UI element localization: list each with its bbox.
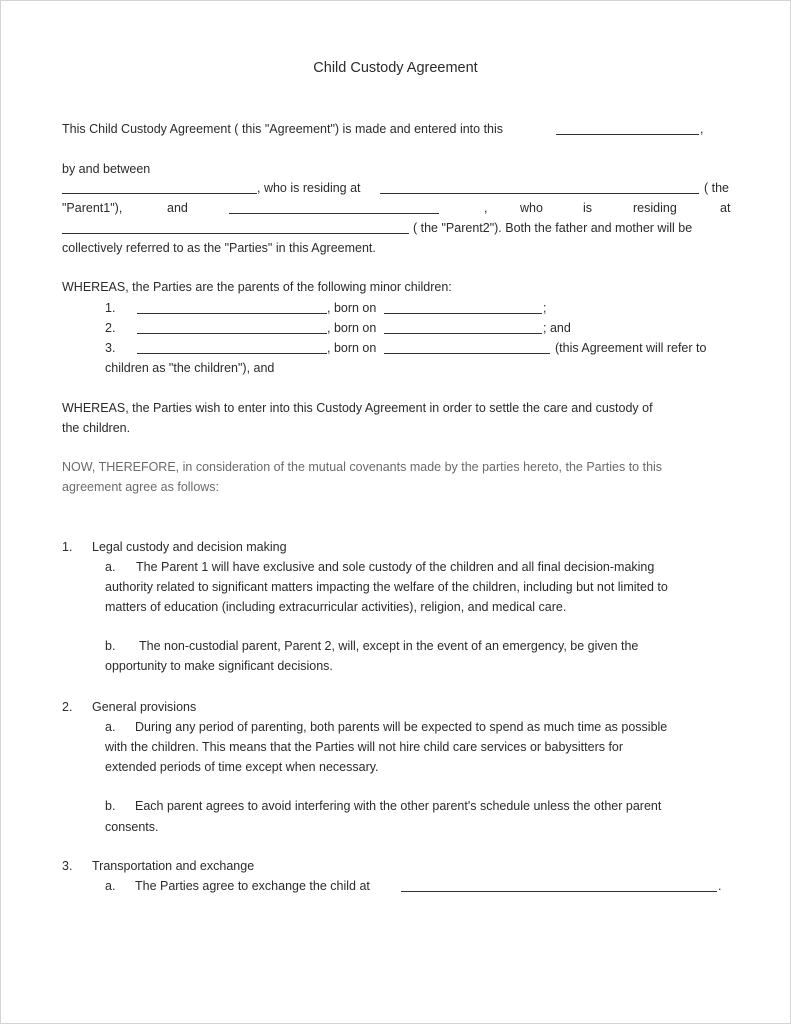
document-title: Child Custody Agreement (313, 60, 478, 76)
child-1-name-blank[interactable] (137, 313, 327, 314)
comma-text: , (484, 201, 488, 215)
whereas-custody-line2: the children. (62, 421, 131, 435)
child-3-name-blank[interactable] (137, 353, 327, 354)
children-as-text: children as "the children"), and (105, 361, 275, 375)
now-therefore-line1: NOW, THEREFORE, in consideration of the mutual covenants made by the parties hereto, the Parties to this (62, 460, 663, 474)
now-therefore-line2: agreement agree as follows: (62, 480, 220, 494)
section-1-number: 1. (62, 540, 73, 554)
section-2b-marker: b. (105, 799, 116, 813)
section-2b-line1: Each parent agrees to avoid interfering with the other parent's schedule unless the other parent (135, 799, 662, 813)
section-2a-line3: extended periods of time except when necessary. (105, 760, 379, 774)
section-1a-line2: authority related to significant matters impacting the welfare of the children, including but not limited to (105, 580, 668, 594)
child-3-number: 3. (105, 341, 116, 355)
child-2-number: 2. (105, 321, 116, 335)
section-1a-marker: a. (105, 560, 116, 574)
the-open-text: ( the (704, 181, 730, 195)
date-blank[interactable] (556, 134, 699, 135)
parent1-name-blank[interactable] (62, 193, 257, 194)
section-3-number: 3. (62, 859, 73, 873)
section-1b-line2: opportunity to make significant decisions. (105, 659, 333, 673)
by-and-between: by and between (62, 162, 151, 176)
section-2a-marker: a. (105, 720, 116, 734)
parent1-label: "Parent1"), (62, 201, 123, 215)
section-1-title: Legal custody and decision making (92, 540, 287, 554)
child-1-dob-blank[interactable] (384, 313, 542, 314)
child-1-born-text: , born on (327, 301, 377, 315)
who-residing-text: , who is residing at (257, 181, 361, 195)
who-text: who (520, 201, 543, 215)
section-1b-marker: b. (105, 639, 116, 653)
section-3a-marker: a. (105, 879, 116, 893)
section-2b-line2: consents. (105, 820, 159, 834)
residing-text: residing (633, 201, 677, 215)
section-3a-end: . (718, 879, 722, 893)
child-2-name-blank[interactable] (137, 333, 327, 334)
parent2-name-blank[interactable] (229, 213, 439, 214)
intro-text: This Child Custody Agreement ( this "Agreement") is made and entered into this (62, 122, 504, 136)
child-2-end: ; and (543, 321, 571, 335)
section-2-number: 2. (62, 700, 73, 714)
child-2-born-text: , born on (327, 321, 377, 335)
section-2a-line1: During any period of parenting, both parents will be expected to spend as much time as possible (135, 720, 668, 734)
section-3-title: Transportation and exchange (92, 859, 255, 873)
whereas-custody-line1: WHEREAS, the Parties wish to enter into this Custody Agreement in order to settle the care and custody of (62, 401, 653, 415)
section-2-title: General provisions (92, 700, 197, 714)
child-1-end: ; (543, 301, 547, 315)
child-3-born-text: , born on (327, 341, 377, 355)
section-1a-line1: The Parent 1 will have exclusive and sole custody of the children and all final decision-making (136, 560, 655, 574)
at-text: at (720, 201, 731, 215)
is-text: is (583, 201, 593, 215)
child-3-dob-blank[interactable] (384, 353, 550, 354)
section-1a-line3: matters of education (including extracurricular activities), religion, and medical care. (105, 600, 567, 614)
section-3a-line1: The Parties agree to exchange the child at (135, 879, 370, 893)
exchange-location-blank[interactable] (401, 891, 717, 892)
parent2-label: ( the "Parent2"). Both the father and mother will be (413, 221, 693, 235)
whereas-children-text: WHEREAS, the Parties are the parents of the following minor children: (62, 280, 452, 294)
collectively-text: collectively referred to as the "Parties" in this Agreement. (62, 241, 376, 255)
section-2a-line2: with the children. This means that the Parties will not hire child care services or babysitters for (105, 740, 624, 754)
and-text: and (167, 201, 188, 215)
parent2-address-blank[interactable] (62, 233, 409, 234)
intro-comma: , (700, 122, 704, 136)
section-1b-line1: The non-custodial parent, Parent 2, will, except in the event of an emergency, be given the (139, 639, 639, 653)
parent1-address-blank[interactable] (380, 193, 699, 194)
child-3-end: (this Agreement will refer to (555, 341, 707, 355)
child-1-number: 1. (105, 301, 116, 315)
child-2-dob-blank[interactable] (384, 333, 542, 334)
